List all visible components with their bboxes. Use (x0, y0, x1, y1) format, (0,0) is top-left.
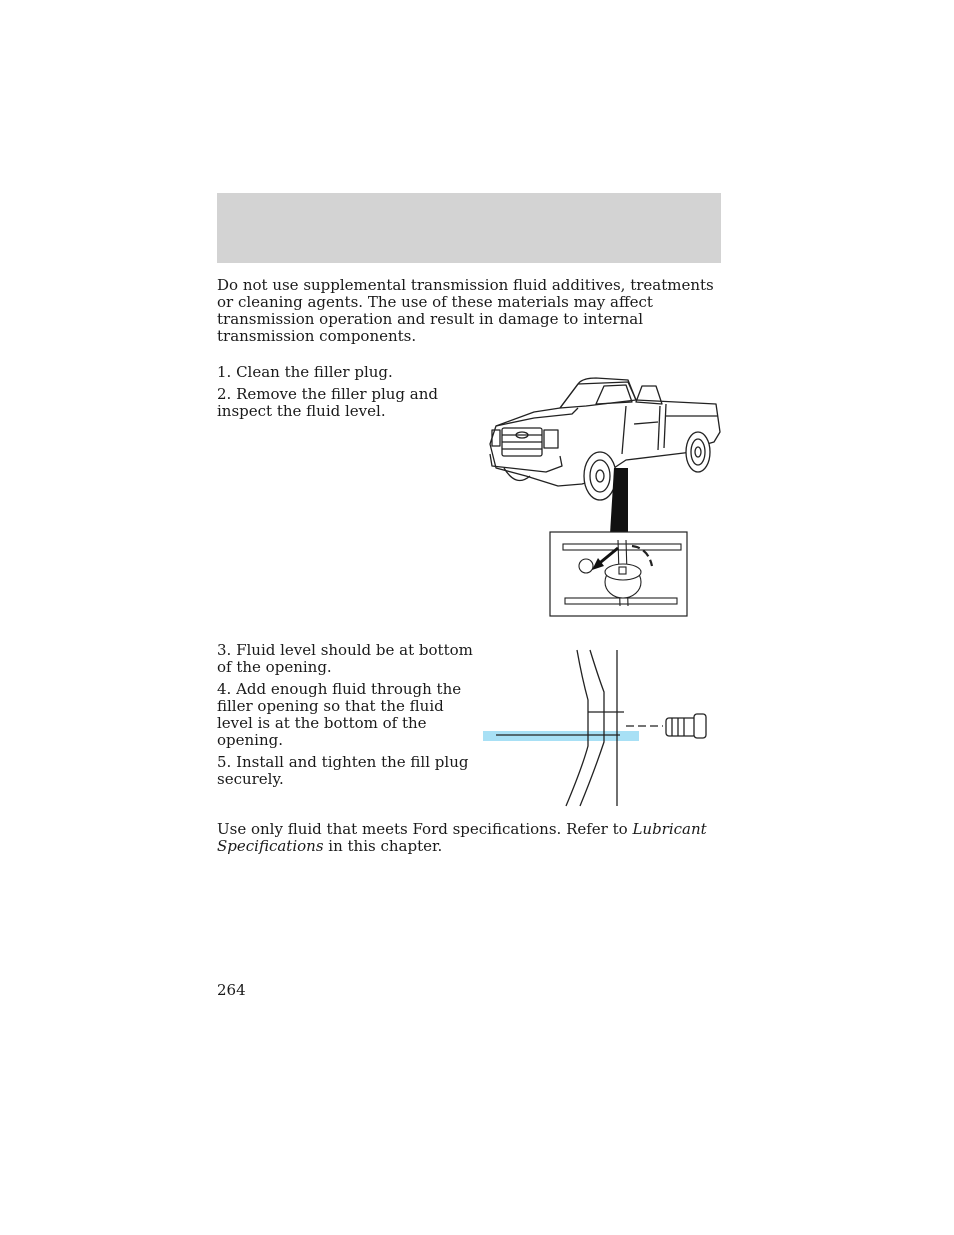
fluid-level-illustration (480, 648, 715, 808)
step-1: 1. Clean the filler plug. (217, 363, 393, 381)
steps-list-2 (217, 642, 473, 793)
closing-text-before: Use only fluid that meets Ford specifications. Refer to (217, 820, 633, 838)
page-number: 264 (217, 981, 246, 999)
lubricant-specifications-ref: Lubricant Specifications (217, 820, 707, 855)
closing-paragraph (217, 821, 717, 855)
step-3: 3. Fluid level should be at bottom of the opening. (217, 641, 473, 676)
truck-filler-plug-illustration (486, 372, 722, 620)
step-2: 2. Remove the filler plug and inspect the fluid level. (217, 385, 439, 420)
fluid-level-band (483, 731, 639, 741)
step-4: 4. Add enough fluid through the filler opening so that the fluid level is at the bottom of the opening. (217, 680, 462, 749)
step-5: 5. Install and tighten the fill plug securely. (217, 753, 469, 788)
closing-text-after: in this chapter. (323, 837, 443, 855)
steps-list-1 (217, 364, 467, 425)
intro-paragraph: Do not use supplemental transmission fluid additives, treatments or cleaning agents. The use of these materials may affect transmission operation and result in damage to internal transmission components. (217, 276, 714, 345)
section-header-band (217, 193, 721, 263)
